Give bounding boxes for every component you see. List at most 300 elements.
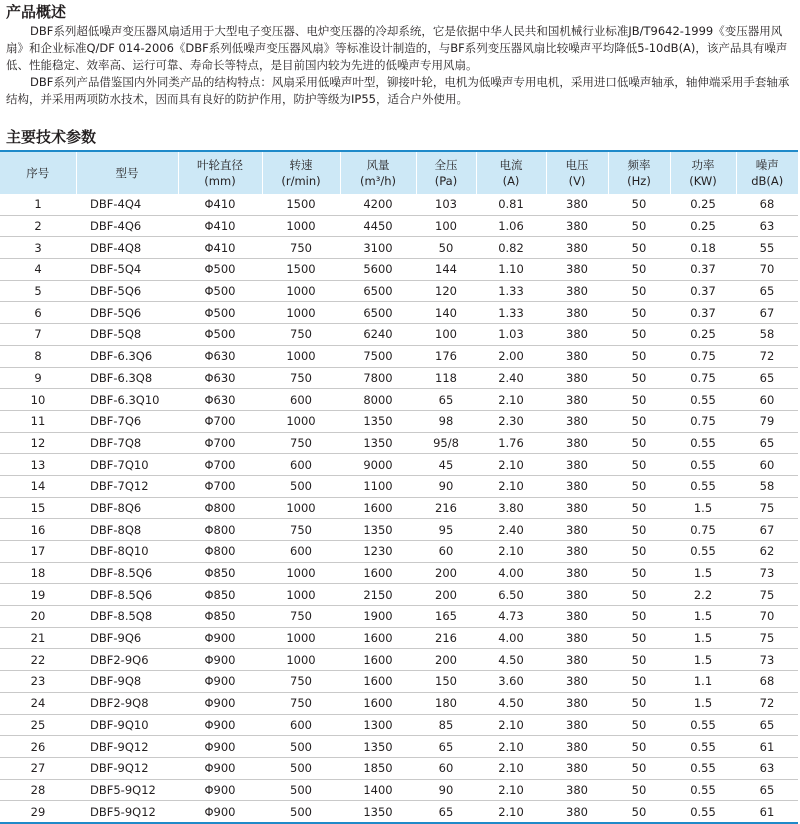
table-cell: Φ630 — [178, 367, 262, 389]
column-header-unit: (m³/h) — [360, 174, 396, 188]
table-cell: 75 — [736, 627, 798, 649]
table-cell: 50 — [416, 237, 476, 259]
table-cell: 1400 — [340, 779, 416, 801]
table-cell: Φ900 — [178, 801, 262, 823]
table-cell: 8000 — [340, 389, 416, 411]
table-cell: 0.55 — [670, 389, 736, 411]
table-cell: 2.10 — [476, 389, 546, 411]
table-cell: DBF5-9Q12 — [76, 779, 178, 801]
table-cell: 22 — [0, 649, 76, 671]
table-cell: 2150 — [340, 584, 416, 606]
table-cell: 61 — [736, 736, 798, 758]
table-cell: 100 — [416, 215, 476, 237]
table-cell: 380 — [546, 389, 608, 411]
table-cell: 0.75 — [670, 367, 736, 389]
table-cell: 1600 — [340, 692, 416, 714]
table-cell: 140 — [416, 302, 476, 324]
table-cell: 23 — [0, 671, 76, 693]
column-header — [546, 151, 608, 194]
table-cell: 90 — [416, 475, 476, 497]
table-cell: Φ630 — [178, 345, 262, 367]
table-row — [0, 259, 798, 281]
table-cell: 500 — [262, 736, 340, 758]
table-cell: 4.00 — [476, 562, 546, 584]
table-cell: Φ800 — [178, 541, 262, 563]
table-cell: 63 — [736, 215, 798, 237]
table-cell: 120 — [416, 280, 476, 302]
column-header-unit: dB(A) — [751, 174, 784, 188]
table-cell: 0.18 — [670, 237, 736, 259]
table-cell: 380 — [546, 432, 608, 454]
table-cell: 600 — [262, 389, 340, 411]
table-cell: 1300 — [340, 714, 416, 736]
table-cell: 73 — [736, 649, 798, 671]
table-cell: 50 — [608, 801, 670, 823]
column-header-unit: (mm) — [204, 174, 236, 188]
column-header — [0, 151, 76, 194]
column-header-unit: (KW) — [689, 174, 717, 188]
table-cell: 5600 — [340, 259, 416, 281]
table-cell: 380 — [546, 692, 608, 714]
table-cell: 380 — [546, 237, 608, 259]
table-cell: 1.33 — [476, 280, 546, 302]
specs-heading: 主要技术参数 — [6, 128, 97, 146]
table-cell: 50 — [608, 649, 670, 671]
table-cell: 1.5 — [670, 692, 736, 714]
table-cell: 380 — [546, 671, 608, 693]
table-cell: 4200 — [340, 194, 416, 215]
table-cell: 1600 — [340, 497, 416, 519]
table-cell: 68 — [736, 671, 798, 693]
table-row — [0, 237, 798, 259]
overview-paragraph-2: DBF系列产品借鉴国内外同类产品的结构特点：风扇采用低噪声叶型，铆接叶轮，电机为低噪声专用电机，采用进口低噪声轴承，轴伸端采用手套轴承结构，并采用两项防水技术，因而具有良好的防护作用，防护等级为IP55，适合户外使用。 — [6, 75, 790, 106]
table-cell: DBF-5Q8 — [76, 324, 178, 346]
column-header-name: 噪声 — [755, 158, 779, 172]
table-cell: 7500 — [340, 345, 416, 367]
table-cell: 50 — [608, 692, 670, 714]
table-cell: 7800 — [340, 367, 416, 389]
table-cell: 1000 — [262, 215, 340, 237]
table-cell: 1600 — [340, 562, 416, 584]
overview-text — [6, 23, 796, 108]
column-header-unit: (V) — [568, 174, 586, 188]
table-cell: 50 — [608, 194, 670, 215]
table-cell: 1.5 — [670, 627, 736, 649]
table-cell: 144 — [416, 259, 476, 281]
table-cell: DBF2-9Q6 — [76, 649, 178, 671]
table-cell: 50 — [608, 259, 670, 281]
table-cell: 63 — [736, 757, 798, 779]
table-row — [0, 454, 798, 476]
table-cell: 103 — [416, 194, 476, 215]
table-cell: 150 — [416, 671, 476, 693]
column-header — [476, 151, 546, 194]
table-cell: 50 — [608, 215, 670, 237]
table-cell: 380 — [546, 497, 608, 519]
table-cell: 45 — [416, 454, 476, 476]
table-cell: 380 — [546, 606, 608, 628]
table-cell: 75 — [736, 497, 798, 519]
table-cell: Φ500 — [178, 302, 262, 324]
table-cell: 380 — [546, 475, 608, 497]
overview-paragraph-1: DBF系列超低噪声变压器风扇适用于大型电子变压器、电炉变压器的冷却系统，它是依据中华人民共和国机械行业标准JB/T9642-1999《变压器用风扇》和企业标准Q/DF 014-2006《DBF系列低噪声变压器风扇》等标准设计制造的，与BF系列变压器风扇比较噪声平均降低5-10dB(A)，该产品具有噪声低、性能稳定、效率高、运行可靠、寿命长等特点，是目前国内较为先进的低噪声专用风扇。 — [6, 24, 788, 72]
table-cell: 118 — [416, 367, 476, 389]
table-cell: 1.5 — [670, 562, 736, 584]
table-cell: 50 — [608, 345, 670, 367]
table-cell: 0.55 — [670, 454, 736, 476]
table-cell: 100 — [416, 324, 476, 346]
table-cell: Φ410 — [178, 194, 262, 215]
column-header — [178, 151, 262, 194]
table-cell: 15 — [0, 497, 76, 519]
column-header-name: 电压 — [565, 158, 589, 172]
table-cell: DBF-6.3Q8 — [76, 367, 178, 389]
table-cell: Φ410 — [178, 237, 262, 259]
table-cell: 2.10 — [476, 541, 546, 563]
table-cell: Φ700 — [178, 454, 262, 476]
table-cell: DBF-6.3Q6 — [76, 345, 178, 367]
table-cell: Φ900 — [178, 692, 262, 714]
table-cell: 50 — [608, 497, 670, 519]
table-cell: 0.75 — [670, 410, 736, 432]
table-cell: 0.75 — [670, 345, 736, 367]
table-cell: 380 — [546, 736, 608, 758]
table-cell: 50 — [608, 410, 670, 432]
table-row — [0, 584, 798, 606]
table-cell: 750 — [262, 367, 340, 389]
table-cell: 50 — [608, 736, 670, 758]
table-cell: 14 — [0, 475, 76, 497]
table-cell: Φ900 — [178, 627, 262, 649]
table-row — [0, 692, 798, 714]
table-cell: 65 — [416, 801, 476, 823]
table-cell: 750 — [262, 237, 340, 259]
table-cell: 65 — [416, 389, 476, 411]
table-cell: 50 — [608, 302, 670, 324]
column-header-name: 功率 — [691, 158, 715, 172]
table-cell: 380 — [546, 194, 608, 215]
table-cell: 58 — [736, 324, 798, 346]
column-header-name: 型号 — [115, 166, 139, 180]
table-cell: 6 — [0, 302, 76, 324]
table-cell: 750 — [262, 671, 340, 693]
table-cell: 65 — [736, 432, 798, 454]
table-cell: 75 — [736, 584, 798, 606]
table-cell: 1.1 — [670, 671, 736, 693]
table-cell: 0.55 — [670, 432, 736, 454]
table-cell: 0.25 — [670, 194, 736, 215]
table-cell: 2.40 — [476, 519, 546, 541]
table-cell: 2.2 — [670, 584, 736, 606]
column-header-name: 风量 — [366, 158, 390, 172]
table-cell: 50 — [608, 757, 670, 779]
table-cell: 750 — [262, 432, 340, 454]
table-row — [0, 475, 798, 497]
table-cell: 8 — [0, 345, 76, 367]
table-cell: 1000 — [262, 584, 340, 606]
table-cell: DBF-8.5Q8 — [76, 606, 178, 628]
table-cell: 2.10 — [476, 736, 546, 758]
table-row — [0, 606, 798, 628]
table-cell: 0.25 — [670, 324, 736, 346]
table-cell: 1.5 — [670, 606, 736, 628]
table-cell: 1500 — [262, 259, 340, 281]
table-cell: 3100 — [340, 237, 416, 259]
table-cell: 6500 — [340, 302, 416, 324]
table-cell: 750 — [262, 606, 340, 628]
table-row — [0, 736, 798, 758]
table-row — [0, 215, 798, 237]
table-cell: 180 — [416, 692, 476, 714]
table-cell: 1600 — [340, 649, 416, 671]
column-header-unit: (r/min) — [281, 174, 321, 188]
table-cell: 13 — [0, 454, 76, 476]
table-cell: 380 — [546, 302, 608, 324]
table-cell: DBF-4Q8 — [76, 237, 178, 259]
table-row — [0, 541, 798, 563]
table-cell: 9 — [0, 367, 76, 389]
table-cell: 90 — [416, 779, 476, 801]
table-cell: Φ500 — [178, 259, 262, 281]
table-header-row — [0, 151, 798, 194]
table-cell: Φ500 — [178, 280, 262, 302]
table-cell: 2.30 — [476, 410, 546, 432]
table-cell: 1350 — [340, 432, 416, 454]
column-header — [416, 151, 476, 194]
table-cell: 24 — [0, 692, 76, 714]
table-cell: DBF-5Q6 — [76, 280, 178, 302]
table-row — [0, 367, 798, 389]
table-cell: 18 — [0, 562, 76, 584]
table-cell: DBF-9Q6 — [76, 627, 178, 649]
table-cell: 216 — [416, 627, 476, 649]
table-cell: 65 — [736, 714, 798, 736]
table-cell: Φ410 — [178, 215, 262, 237]
table-cell: 500 — [262, 779, 340, 801]
table-cell: DBF-9Q10 — [76, 714, 178, 736]
table-cell: Φ800 — [178, 497, 262, 519]
table-cell: 4.50 — [476, 692, 546, 714]
table-cell: 0.55 — [670, 475, 736, 497]
table-cell: 1.5 — [670, 649, 736, 671]
column-header-name: 电流 — [499, 158, 523, 172]
table-cell: 58 — [736, 475, 798, 497]
table-cell: 65 — [416, 736, 476, 758]
table-cell: 750 — [262, 692, 340, 714]
table-cell: 500 — [262, 475, 340, 497]
table-cell: 380 — [546, 454, 608, 476]
table-cell: 50 — [608, 584, 670, 606]
table-cell: Φ900 — [178, 714, 262, 736]
table-cell: 50 — [608, 562, 670, 584]
table-cell: 95/8 — [416, 432, 476, 454]
table-cell: 1000 — [262, 497, 340, 519]
table-cell: 50 — [608, 237, 670, 259]
table-cell: 11 — [0, 410, 76, 432]
table-cell: 3.80 — [476, 497, 546, 519]
table-cell: 750 — [262, 519, 340, 541]
table-cell: 29 — [0, 801, 76, 823]
table-cell: DBF-5Q4 — [76, 259, 178, 281]
table-row — [0, 497, 798, 519]
table-cell: 72 — [736, 692, 798, 714]
table-cell: 65 — [736, 367, 798, 389]
table-cell: 20 — [0, 606, 76, 628]
table-cell: 380 — [546, 324, 608, 346]
table-cell: 2.10 — [476, 779, 546, 801]
table-cell: 73 — [736, 562, 798, 584]
table-cell: 6240 — [340, 324, 416, 346]
table-cell: 1230 — [340, 541, 416, 563]
table-cell: 67 — [736, 302, 798, 324]
table-cell: Φ900 — [178, 757, 262, 779]
column-header — [736, 151, 798, 194]
table-cell: 1.10 — [476, 259, 546, 281]
table-cell: Φ700 — [178, 475, 262, 497]
table-cell: DBF-7Q8 — [76, 432, 178, 454]
table-row — [0, 801, 798, 823]
table-cell: 1.06 — [476, 215, 546, 237]
table-cell: 500 — [262, 757, 340, 779]
table-cell: 1000 — [262, 649, 340, 671]
table-cell: 50 — [608, 606, 670, 628]
column-header-unit: (Pa) — [434, 174, 458, 188]
table-cell: 50 — [608, 541, 670, 563]
table-cell: DBF-8.5Q6 — [76, 584, 178, 606]
table-cell: 0.75 — [670, 519, 736, 541]
table-cell: 4.73 — [476, 606, 546, 628]
table-cell: Φ630 — [178, 389, 262, 411]
table-cell: 19 — [0, 584, 76, 606]
table-cell: 2.40 — [476, 367, 546, 389]
table-row — [0, 194, 798, 215]
table-cell: 55 — [736, 237, 798, 259]
table-cell: 50 — [608, 671, 670, 693]
table-cell: 5 — [0, 280, 76, 302]
table-cell: 380 — [546, 367, 608, 389]
table-cell: 380 — [546, 627, 608, 649]
table-row — [0, 779, 798, 801]
table-cell: DBF2-9Q8 — [76, 692, 178, 714]
specs-table — [0, 150, 798, 824]
table-cell: 0.55 — [670, 779, 736, 801]
table-cell: Φ850 — [178, 584, 262, 606]
column-header — [608, 151, 670, 194]
table-cell: 50 — [608, 519, 670, 541]
table-cell: 2.10 — [476, 475, 546, 497]
table-cell: 50 — [608, 324, 670, 346]
table-row — [0, 562, 798, 584]
table-cell: 50 — [608, 714, 670, 736]
table-cell: DBF-6.3Q10 — [76, 389, 178, 411]
table-cell: 1.03 — [476, 324, 546, 346]
table-cell: 1350 — [340, 519, 416, 541]
table-cell: Φ700 — [178, 432, 262, 454]
table-cell: 4 — [0, 259, 76, 281]
table-cell: DBF-8Q8 — [76, 519, 178, 541]
table-cell: DBF-4Q6 — [76, 215, 178, 237]
table-cell: 68 — [736, 194, 798, 215]
table-cell: 50 — [608, 779, 670, 801]
table-row — [0, 389, 798, 411]
table-cell: 200 — [416, 649, 476, 671]
table-cell: DBF-9Q12 — [76, 757, 178, 779]
table-cell: 1000 — [262, 410, 340, 432]
table-cell: 70 — [736, 259, 798, 281]
table-row — [0, 410, 798, 432]
table-cell: 1850 — [340, 757, 416, 779]
column-header — [262, 151, 340, 194]
table-cell: Φ900 — [178, 649, 262, 671]
table-cell: Φ850 — [178, 562, 262, 584]
table-cell: 1350 — [340, 736, 416, 758]
table-cell: 2.10 — [476, 454, 546, 476]
table-cell: 4.50 — [476, 649, 546, 671]
table-cell: 1100 — [340, 475, 416, 497]
table-cell: 72 — [736, 345, 798, 367]
table-cell: 50 — [608, 475, 670, 497]
table-cell: 1500 — [262, 194, 340, 215]
table-cell: 1000 — [262, 562, 340, 584]
table-cell: 27 — [0, 757, 76, 779]
table-cell: 16 — [0, 519, 76, 541]
table-cell: 25 — [0, 714, 76, 736]
table-cell: 380 — [546, 410, 608, 432]
column-header-name: 频率 — [627, 158, 651, 172]
table-cell: 380 — [546, 562, 608, 584]
table-cell: 4450 — [340, 215, 416, 237]
table-cell: 0.81 — [476, 194, 546, 215]
table-cell: 1000 — [262, 280, 340, 302]
table-row — [0, 432, 798, 454]
table-row — [0, 324, 798, 346]
table-cell: 1000 — [262, 627, 340, 649]
table-cell: 380 — [546, 280, 608, 302]
table-cell: Φ700 — [178, 410, 262, 432]
table-cell: DBF5-9Q12 — [76, 801, 178, 823]
table-row — [0, 280, 798, 302]
table-cell: 65 — [736, 280, 798, 302]
table-cell: 67 — [736, 519, 798, 541]
table-cell: Φ850 — [178, 606, 262, 628]
column-header-name: 转速 — [289, 158, 313, 172]
table-cell: 50 — [608, 454, 670, 476]
table-cell: 6.50 — [476, 584, 546, 606]
table-row — [0, 757, 798, 779]
column-header-name: 叶轮直径 — [197, 158, 243, 172]
table-cell: 1000 — [262, 345, 340, 367]
table-cell: 4.00 — [476, 627, 546, 649]
table-cell: 85 — [416, 714, 476, 736]
table-cell: Φ800 — [178, 519, 262, 541]
table-cell: 380 — [546, 345, 608, 367]
table-cell: DBF-7Q10 — [76, 454, 178, 476]
table-cell: 7 — [0, 324, 76, 346]
table-cell: 62 — [736, 541, 798, 563]
table-cell: 0.37 — [670, 302, 736, 324]
table-cell: 1900 — [340, 606, 416, 628]
table-cell: 2.00 — [476, 345, 546, 367]
table-cell: DBF-8Q10 — [76, 541, 178, 563]
table-row — [0, 714, 798, 736]
table-cell: DBF-5Q6 — [76, 302, 178, 324]
table-cell: 60 — [736, 454, 798, 476]
table-cell: 600 — [262, 541, 340, 563]
table-cell: Φ900 — [178, 779, 262, 801]
table-cell: 0.55 — [670, 801, 736, 823]
table-cell: 380 — [546, 779, 608, 801]
table-cell: 12 — [0, 432, 76, 454]
